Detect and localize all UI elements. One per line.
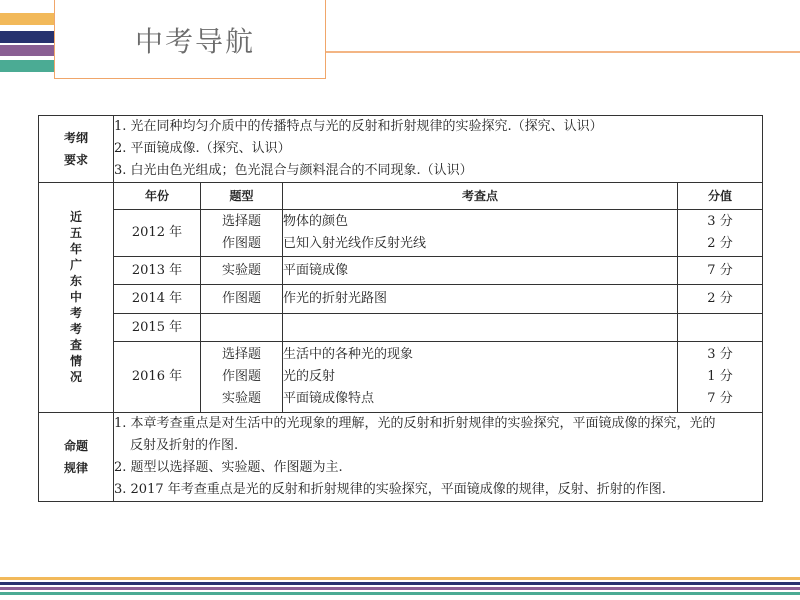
bottom-stripe-teal	[0, 592, 800, 595]
top-stripe-purple	[0, 45, 54, 56]
point-cell: 物体的颜色 已知入射光线作反射光线	[283, 210, 678, 257]
syllabus-items	[114, 116, 763, 183]
bottom-stripe-purple	[0, 587, 800, 590]
history-cell	[114, 183, 763, 413]
table-row	[114, 210, 762, 257]
year-cell: 2016 年	[114, 342, 201, 412]
bottom-stripe-navy	[0, 582, 800, 585]
title-underline	[326, 51, 800, 53]
syllabus-item: 2. 平面镜成像.（探究、认识）	[114, 141, 291, 156]
pattern-item: 2. 题型以选择题、实验题、作图题为主.	[114, 459, 343, 475]
year-cell: 2015 年	[114, 314, 201, 342]
bottom-stripe-yellow	[0, 577, 800, 580]
point-cell: 平面镜成像	[283, 257, 678, 285]
column-header-year: 年份	[114, 183, 201, 210]
page-title: 中考导航	[135, 25, 256, 58]
pattern-item: 1. 本章考查重点是对生活中的光现象的理解，光的反射和折射规律的实验探究，平面镜成像的探究，光的	[114, 415, 716, 431]
year-cell: 2012 年	[114, 210, 201, 257]
column-header-score: 分值	[678, 183, 763, 210]
table-row	[114, 314, 762, 342]
type-cell: 选择题 作图题 实验题	[201, 342, 283, 412]
table-row	[114, 285, 762, 314]
history-row	[39, 183, 763, 413]
column-header-point: 考查点	[283, 183, 678, 210]
type-cell: 实验题	[201, 257, 283, 285]
patterns-items	[114, 412, 763, 501]
score-cell: 3 分 1 分 7 分	[678, 342, 763, 412]
history-header-row	[114, 183, 762, 210]
year-cell: 2013 年	[114, 257, 201, 285]
top-stripe-yellow	[0, 13, 54, 25]
point-cell: 作光的折射光路图	[283, 285, 678, 314]
score-cell: 7 分	[678, 257, 763, 285]
syllabus-row	[39, 116, 763, 183]
point-cell	[283, 314, 678, 342]
type-cell	[201, 314, 283, 342]
table-row	[114, 342, 762, 412]
syllabus-item: 1. 光在同种均匀介质中的传播特点与光的反射和折射规律的实验探究.（探究、认识）	[114, 119, 603, 134]
syllabus-item: 3. 白光由色光组成；色光混合与颜料混合的不同现象.（认识）	[114, 163, 473, 178]
column-header-type: 题型	[201, 183, 283, 210]
syllabus-label: 考纲 要求	[39, 116, 114, 183]
patterns-label: 命题 规律	[39, 412, 114, 501]
pattern-item: 3. 2017 年考查重点是光的反射和折射规律的实验探究，平面镜成像的规律，反射、折射的作图.	[114, 481, 666, 497]
type-cell: 作图题	[201, 285, 283, 314]
exam-guide-table	[38, 115, 763, 502]
table-row	[114, 257, 762, 285]
type-cell: 选择题 作图题	[201, 210, 283, 257]
year-cell: 2014 年	[114, 285, 201, 314]
history-table	[114, 183, 762, 412]
score-cell: 2 分	[678, 285, 763, 314]
point-cell: 生活中的各种光的现象 光的反射 平面镜成像特点	[283, 342, 678, 412]
patterns-row	[39, 412, 763, 501]
score-cell: 3 分 2 分	[678, 210, 763, 257]
history-label: 近五年广东中考考查情况	[39, 183, 114, 413]
title-box	[54, 0, 326, 79]
score-cell	[678, 314, 763, 342]
pattern-item-continuation: 反射及折射的作图.	[130, 437, 239, 453]
top-stripe-teal	[0, 60, 54, 72]
top-stripe-navy	[0, 31, 54, 43]
